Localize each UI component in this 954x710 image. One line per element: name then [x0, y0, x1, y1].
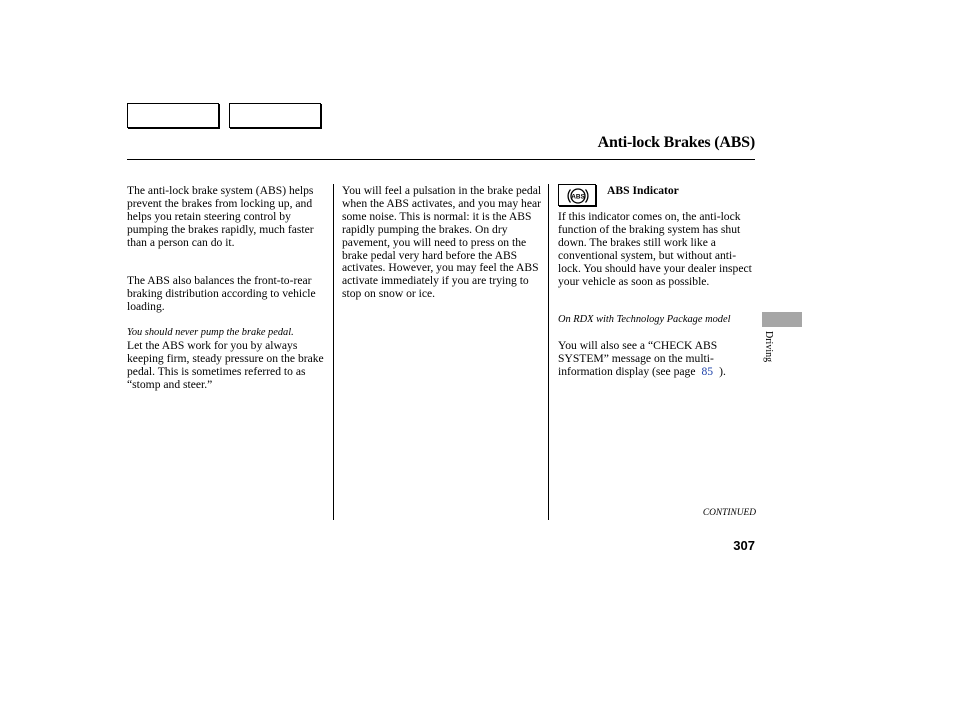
continued-label: CONTINUED: [702, 508, 756, 518]
abs-indicator-heading: ABS Indicator: [607, 184, 679, 197]
abs-balance-paragraph: The ABS also balances the front-to-rear braking distribution according to vehicle loading.: [127, 274, 316, 313]
title-divider: [127, 159, 755, 160]
column-divider-2: [548, 184, 549, 520]
check-abs-text: You will also see a “CHECK ABS SYSTEM” message on the multi-information display (see page: [558, 339, 718, 378]
check-abs-text-end: ).: [719, 364, 726, 378]
nav-button-next[interactable]: [229, 103, 321, 128]
abs-indicator-icon: [558, 184, 596, 206]
section-label: Driving: [763, 331, 774, 363]
section-tab: [762, 312, 802, 327]
model-note: On RDX with Technology Package model: [558, 314, 731, 325]
page-title: Anti-lock Brakes (ABS): [597, 134, 755, 151]
stomp-steer-paragraph: Let the ABS work for you by always keeping firm, steady pressure on the brake pedal. This is sometimes referred to as “stomp and steer.”: [127, 339, 324, 391]
page-number: 307: [733, 538, 755, 553]
abs-symbol-icon: [567, 186, 589, 206]
pump-warning-note: You should never pump the brake pedal.: [127, 327, 294, 338]
indicator-paragraph: If this indicator comes on, the anti-lock function of the braking system has shut down. The brakes still work like a conventional system, but without anti-lock. You should have your dealer inspect your vehicle as soon as possible.: [558, 210, 752, 288]
nav-button-previous[interactable]: [127, 103, 219, 128]
column-divider-1: [333, 184, 334, 520]
page-85-link[interactable]: 85: [701, 364, 714, 378]
abs-symbol-text: ABS: [571, 193, 585, 201]
abs-intro-paragraph: The anti-lock brake system (ABS) helps prevent the brakes from locking up, and helps you retain steering control by pumping the brakes rapidly, much faster than a person can do it.: [127, 184, 314, 249]
check-abs-paragraph: [558, 340, 758, 379]
pulsation-paragraph: You will feel a pulsation in the brake pedal when the ABS activates, and you may hear some noise. This is normal: it is the ABS rapidly pumping the brakes. On dry pavement, you will need to press on the brake pedal very hard before the ABS activates. However, you may feel the ABS activate immediately if you are trying to stop on snow or ice.: [342, 184, 542, 301]
